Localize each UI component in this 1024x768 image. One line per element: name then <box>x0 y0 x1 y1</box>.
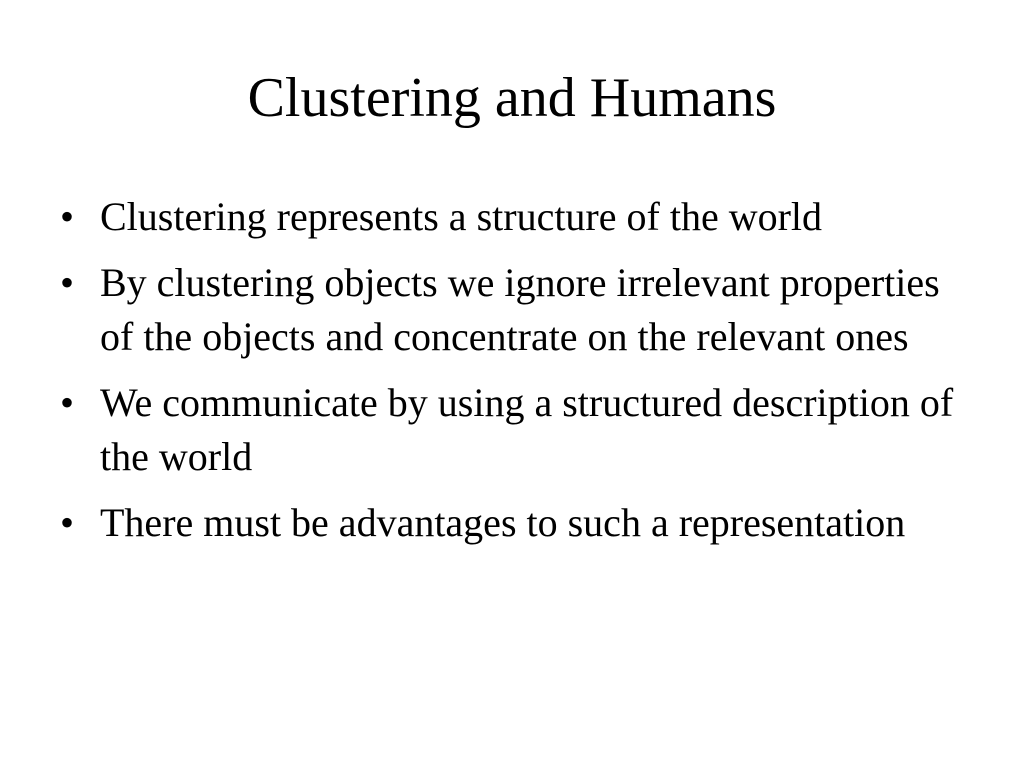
slide-title: Clustering and Humans <box>247 67 777 129</box>
bullet-text: By clustering objects we ignore irrelevant properties of the objects and concentrate on the relevant ones <box>100 260 940 359</box>
bullet-item <box>60 376 980 484</box>
bullet-item <box>60 496 980 550</box>
bullet-text: We communicate by using a structured description of the world <box>100 380 954 479</box>
bullet-list <box>60 190 980 562</box>
bullet-text: Clustering represents a structure of the world <box>100 194 823 239</box>
bullet-dot-icon: • <box>60 500 75 545</box>
bullet-dot-icon: • <box>60 380 75 425</box>
bullet-dot-icon: • <box>60 194 75 239</box>
bullet-item <box>60 256 980 364</box>
bullet-item <box>60 190 980 244</box>
bullet-text: There must be advantages to such a representation <box>100 500 906 545</box>
bullet-dot-icon: • <box>60 260 75 305</box>
